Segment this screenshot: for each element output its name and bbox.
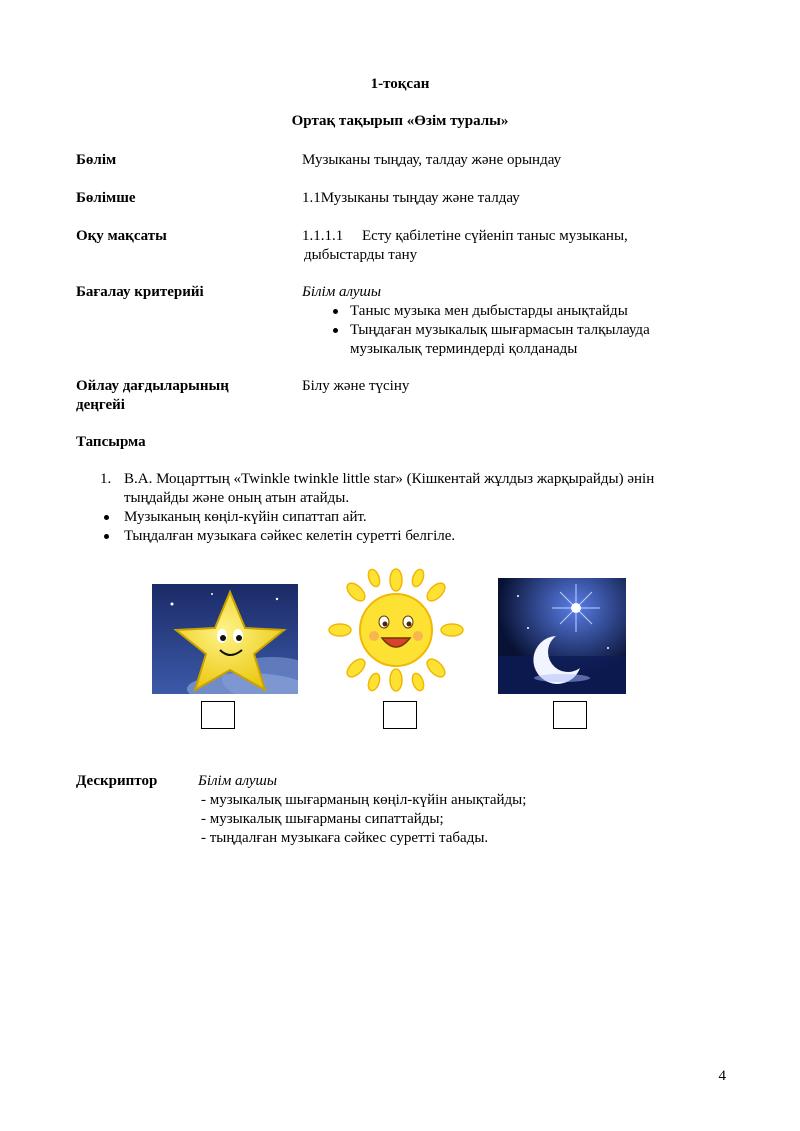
sun-picture xyxy=(328,568,464,692)
criteria-intro: Білім алушы xyxy=(302,284,382,300)
thinking-label-line2: деңгейі xyxy=(76,397,125,413)
thinking-value: Білу және түсіну xyxy=(302,378,410,394)
sun-answer-checkbox[interactable] xyxy=(383,701,417,729)
quarter-title: 1-тоқсан xyxy=(370,76,430,92)
thinking-label-line1: Ойлау дағдыларының xyxy=(76,378,229,394)
task-bullet-1: Музыканың көңіл-күйін сипаттап айт. xyxy=(124,509,367,525)
descriptor-line-3: - тыңдалған музыкаға сәйкес суретті табады. xyxy=(201,830,489,846)
star-answer-checkbox[interactable] xyxy=(201,701,235,729)
task-number: 1. xyxy=(100,471,112,487)
bullet-dot xyxy=(333,328,338,333)
bullet-dot xyxy=(104,534,109,539)
bullet-dot xyxy=(104,515,109,520)
section-label: Бөлім xyxy=(76,152,117,168)
common-theme-title: Ортақ тақырып «Өзім туралы» xyxy=(291,113,509,129)
objective-code: 1.1.1.1 xyxy=(302,228,344,244)
moon-picture xyxy=(498,578,626,694)
smiling-star-icon xyxy=(152,584,298,694)
star-picture xyxy=(152,584,298,694)
moon-answer-checkbox[interactable] xyxy=(553,701,587,729)
subsection-value: 1.1Музыканы тыңдау және талдау xyxy=(302,190,520,206)
descriptor-line-1: - музыкалық шығарманың көңіл-күйін анықтайды; xyxy=(201,792,527,808)
subsection-label: Бөлімше xyxy=(76,190,136,206)
crescent-moon-night-icon xyxy=(498,578,626,694)
task-title: Тапсырма xyxy=(76,434,146,450)
task-item1-line1: В.А. Моцарттың «Twinkle twinkle little star» (Кішкентай жұлдыз жарқырайды) әнін xyxy=(124,471,655,487)
section-value: Музыканы тыңдау, талдау және орындау xyxy=(302,152,562,168)
criteria-item-2: Тыңдаған музыкалық шығармасын талқылауда xyxy=(350,322,650,338)
descriptor-label: Дескриптор xyxy=(76,773,158,789)
descriptor-intro: Білім алушы xyxy=(198,773,278,789)
criteria-item-1: Таныс музыка мен дыбыстарды анықтайды xyxy=(350,303,628,319)
page-number: 4 xyxy=(718,1068,726,1084)
task-bullet-2: Тыңдалған музыкаға сәйкес келетін суретті белгіле. xyxy=(124,528,456,544)
objective-text-line2: дыбыстарды тану xyxy=(304,247,418,263)
task-item1-line2: тыңдайды және оның атын атайды. xyxy=(124,490,350,506)
criteria-item-3: музыкалық терминдерді қолданады xyxy=(350,341,578,357)
descriptor-line-2: - музыкалық шығарманы сипаттайды; xyxy=(201,811,444,827)
criteria-label: Бағалау критерийі xyxy=(76,284,204,300)
smiling-sun-icon xyxy=(328,568,464,692)
objective-label: Оқу мақсаты xyxy=(76,228,167,244)
bullet-dot xyxy=(333,309,338,314)
objective-text-line1: Есту қабілетіне сүйеніп таныс музыканы, xyxy=(362,228,628,244)
